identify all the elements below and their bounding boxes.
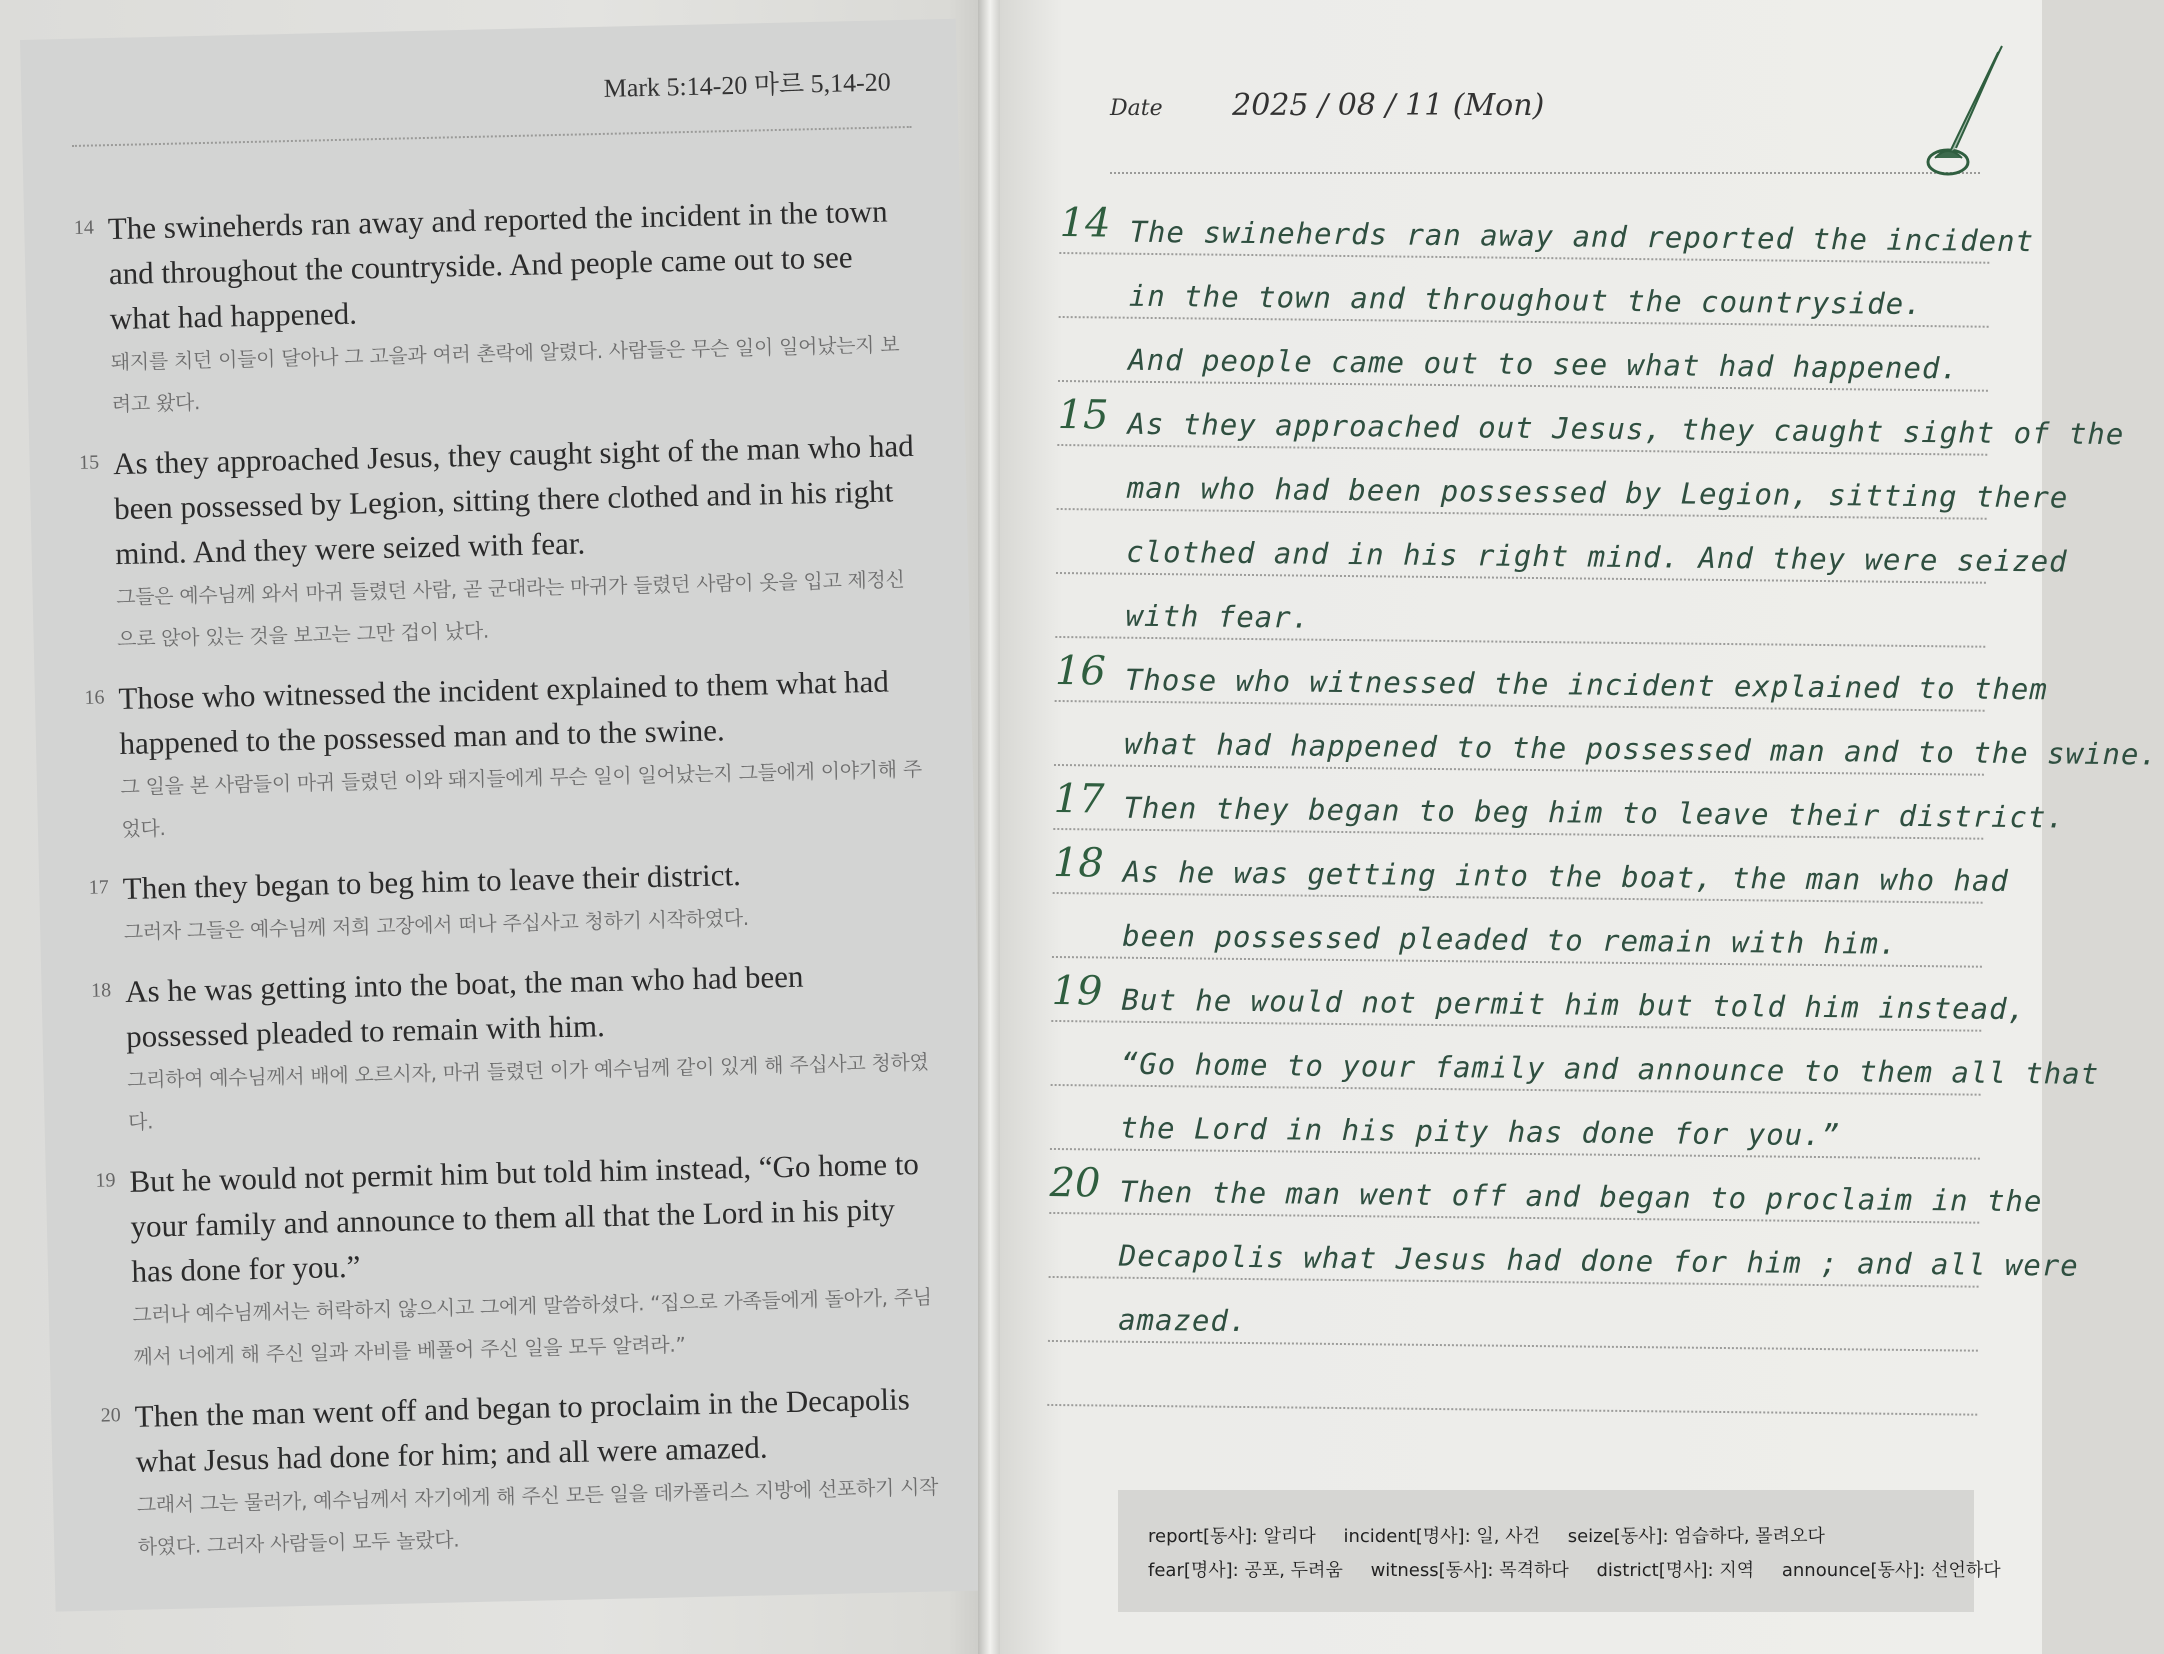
handwriting-line [1058,318,1989,392]
verse-korean: 그리하여 예수님께서 배에 오르시자, 마귀 들렸던 이가 예수님께 같이 있게 해 주십사고 청하였다. [126,1049,929,1134]
verse-korean: 그러자 그들은 예수님께 저희 고장에서 떠나 주십사고 청하기 시작하였다. [123,905,750,945]
verse-korean: 돼지를 치던 이들이 달아나 그 고을과 여러 촌락에 알렸다. 사람들은 무슨 일이 일어났는지 보려고 왔다. [110,332,900,417]
handwriting-line [1053,766,2066,840]
passage-title: Mark 5:14-20 마르 5,14-20 [603,67,892,103]
handwritten-text: But he would not permit him but told him instead, [1121,982,2027,1027]
verse-korean: 그러나 예수님께서는 허락하지 않으시고 그에게 말씀하셨다. “집으로 가족들에게 돌아가, 주님께서 너에게 해 주신 일과 자비를 베풀어 주신 일을 모두 알려라.” [132,1284,933,1369]
vocabulary-row [1148,1522,1847,1548]
handwritten-text: Those who witnessed the incident explained to them [1124,662,2048,707]
handwriting-line [1052,830,2010,904]
verse-16 [84,658,928,851]
handwritten-verse-number [1051,1096,1111,1097]
handwriting-line [1049,1214,2079,1288]
vocabulary-row [1148,1556,2023,1582]
left-page [0,0,988,1654]
verse-number: 15 [78,451,100,474]
date-divider [1110,172,1980,174]
verse-number: 18 [90,979,112,1002]
handwritten-text: with fear. [1125,598,1311,635]
verse-english: But he would not permit him but told him instead, “Go home to your family and announce to them all that the Lord in his pity has done for you.” [129,1146,920,1289]
handwritten-verse-number: 16 [1054,647,1107,695]
handwriting-line [1050,1086,1981,1160]
quill-inkpot-icon [1890,40,2010,180]
handwritten-verse-number [1055,712,1115,713]
handwritten-verse-number [1059,328,1119,329]
date-field [1110,88,1544,123]
vocab-entry: district[명사]: 지역 [1596,1560,1755,1581]
handwritten-text: And people came out to see what had happened. [1128,342,1960,386]
handwritten-text: been possessed pleaded to remain with him. [1122,918,1898,961]
verse-number: 19 [95,1169,116,1192]
handwritten-verse-number [1051,1032,1111,1033]
handwritten-text: what had happened to the possessed man and to the swine. [1124,726,2159,772]
handwritten-text: clothed and in his right mind. And they were seized [1126,534,2068,579]
handwritten-text: Then they began to beg him to leave their district. [1123,790,2066,835]
vocabulary-box [1118,1490,2001,1612]
verse-number: 16 [84,686,105,709]
handwriting-line [1048,1278,1979,1352]
handwritten-verse-number [1059,264,1119,265]
verse-english: Then they began to beg him to leave their district. [122,856,742,907]
handwriting-line [1049,1150,2043,1224]
handwriting-line [1054,638,2048,712]
handwriting-line [1051,1022,2100,1096]
verse-english: As he was getting into the boat, the man who had been possessed pleaded to remain with him. [124,958,804,1054]
handwritten-text: in the town and throughout the countryside. [1128,278,1923,322]
verse-19 [95,1141,940,1379]
handwriting-line [1047,1342,1978,1416]
handwriting-line [1055,574,1986,648]
handwritten-verse-number [1049,1288,1109,1289]
verse-english: As they approached Jesus, they caught sight of the man who had been possessed by Legion, sitting there clothed and in his right mind. And they were seized with fear. [112,427,915,572]
verse-14 [73,188,918,426]
date-label: Date [1110,96,1163,121]
handwritten-verse-number: 17 [1053,775,1105,823]
handwritten-text: Then the man went off and began to proclaim in the [1119,1174,2043,1219]
verse-18 [91,951,935,1144]
handwritten-text: man who had been possessed by Legion, sitting there [1126,470,2069,515]
handwritten-text: As they approached out Jesus, they caught sight of the [1127,406,2125,452]
handwriting-line [1059,190,2035,264]
handwritten-text: The swineherds ran away and reported the incident [1129,214,2035,259]
verse-20 [100,1376,944,1569]
handwritten-verse-number: 15 [1057,391,1109,439]
verse-korean: 그들은 예수님께 와서 마귀 들렸던 사람, 곧 군대라는 마귀가 들렸던 사람이 옷을 입고 제정신으로 앉아 있는 것을 보고는 그만 겁이 났다. [115,567,905,652]
handwriting-line [1052,894,1983,968]
handwritten-text: “Go home to your family and announce to them all that [1120,1046,2100,1091]
verse-15 [79,423,924,661]
handwriting-line [1051,958,2027,1032]
handwritten-text: amazed. [1117,1302,1248,1339]
handwriting-line [1057,382,2125,456]
handwriting-area [1047,190,2159,1416]
handwritten-verse-number: 20 [1049,1159,1101,1207]
vocab-entry: fear[명사]: 공포, 두려움 [1148,1560,1343,1581]
handwritten-verse-number [1056,584,1116,585]
handwritten-verse-number: 14 [1059,199,1111,247]
vocab-entry: seize[동사]: 엄습하다, 몰려오다 [1567,1526,1825,1547]
verse-english: The swineherds ran away and reported the incident in the town and throughout the countryside. And people came out to see what had happened. [107,193,888,337]
vocab-entry: witness[동사]: 목격하다 [1370,1560,1569,1581]
verse-korean: 그래서 그는 물러가, 예수님께서 자기에게 해 주신 모든 일을 데카폴리스 지방에 선포하기 시작하였다. 그러자 사람들이 모두 놀랐다. [136,1474,939,1559]
vocab-entry: incident[명사]: 일, 사건 [1343,1526,1540,1547]
verse-number: 20 [100,1404,122,1427]
handwriting-line [1056,510,2068,584]
handwritten-text: the Lord in his pity has done for you.” [1120,1110,1841,1153]
verse-number: 17 [88,876,110,899]
vocab-entry: report[동사]: 알리다 [1148,1526,1316,1547]
handwritten-text: As he was getting into the boat, the man who had [1122,854,2010,898]
verse-korean: 그 일을 본 사람들이 마귀 들렸던 이와 돼지들에게 무슨 일이 일어났는지 그들에게 이야기해 주었다. [120,756,923,842]
date-value: 2025 / 08 / 11 (Mon) [1232,88,1545,123]
handwriting-line [1054,702,2159,776]
book-gutter [978,0,1000,1654]
title-divider [72,126,912,147]
handwritten-verse-number [1057,520,1117,521]
verse-17 [88,848,930,954]
vocab-entry: announce[동사]: 선언하다 [1781,1560,2001,1581]
handwritten-verse-number [1048,1352,1108,1353]
verse-english: Those who witnessed the incident explained to them what had happened to the possessed man and to the swine. [118,663,890,762]
verse-english: Then the man went off and began to proclaim in the Decapolis what Jesus had done for him; and all were amazed. [134,1381,911,1479]
scripture-column [70,41,944,1585]
handwritten-text: Decapolis what Jesus had done for him ; and all were [1118,1238,2079,1283]
handwriting-line [1059,254,1990,328]
verse-number: 14 [73,216,95,239]
handwritten-verse-number [1049,1224,1109,1225]
handwritten-verse-number: 18 [1052,839,1105,887]
handwritten-verse-number: 19 [1051,967,1103,1015]
handwriting-line [1057,446,2069,520]
handwritten-verse-number [1057,456,1117,457]
handwritten-verse-number [1053,904,1113,905]
